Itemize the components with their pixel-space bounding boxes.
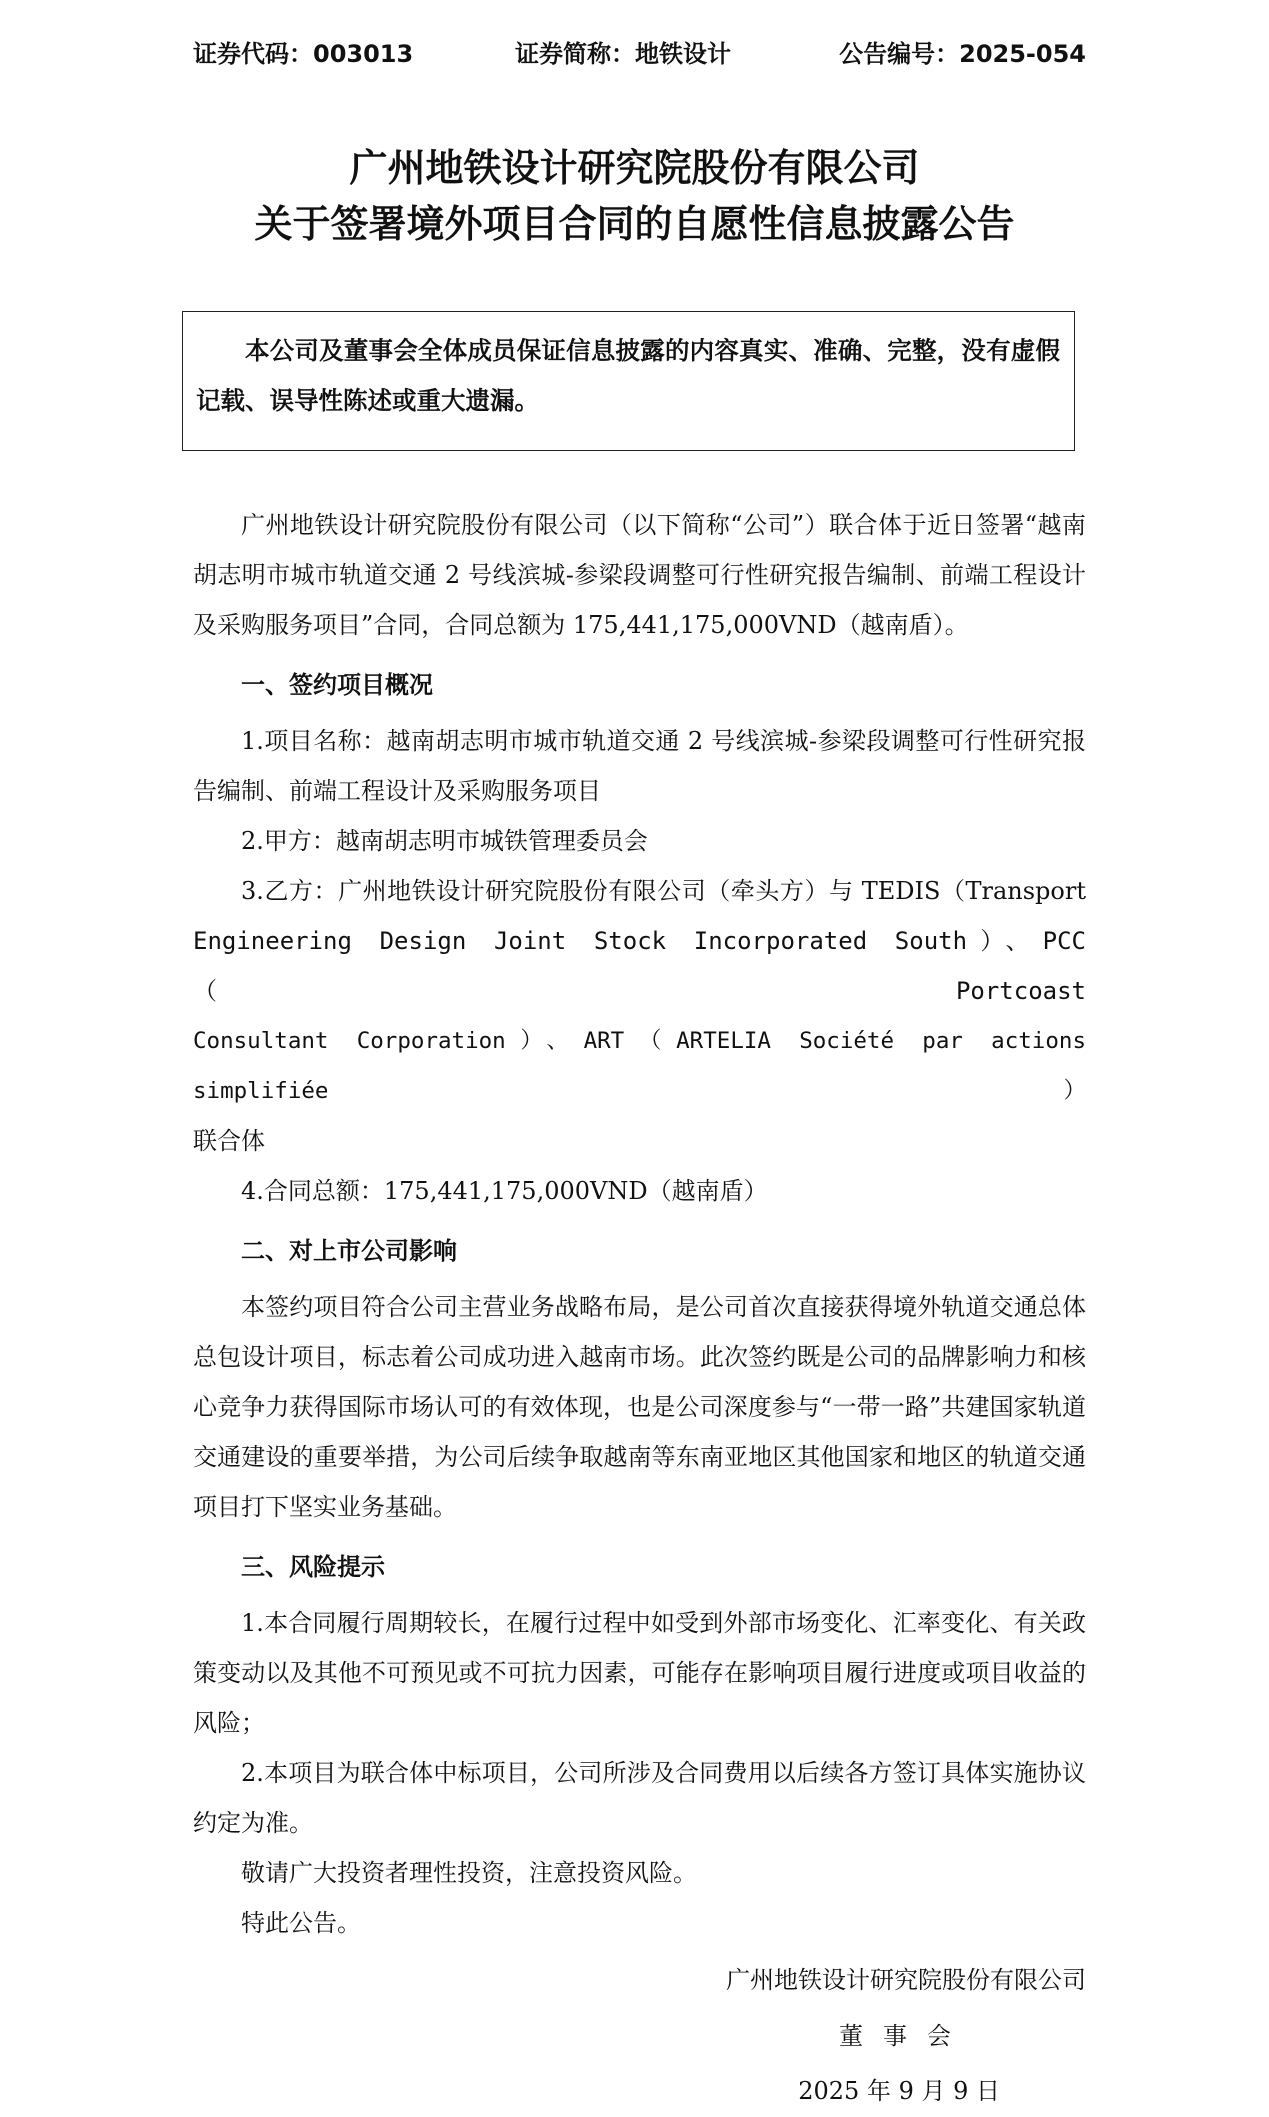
risk-item-1: 1.本合同履行周期较长，在履行过程中如受到外部市场变化、汇率变化、有关政策变动以及其他不可预见或不可抗力因素，可能存在影响项目履行进度或项目收益的风险； — [193, 1609, 1086, 1737]
section-heading-overview: 一、签约项目概况 — [241, 671, 433, 699]
section-heading-impact: 二、对上市公司影响 — [241, 1237, 457, 1265]
intro-paragraph: 广州地铁设计研究院股份有限公司（以下简称“公司”）联合体于近日签署“越南胡志明市城市轨道交通 2 号线滨城-参梁段调整可行性研究报告编制、前端工程设计及采购服务项目”合同，合同总额为 175,441,175,000VND（越南盾）。 — [193, 511, 1086, 639]
investor-reminder: 敬请广大投资者理性投资，注意投资风险。 — [241, 1859, 697, 1887]
announcement-number: 公告编号：2025-054 — [839, 40, 1086, 68]
overview-contract-amount: 4.合同总额：175,441,175,000VND（越南盾） — [241, 1177, 768, 1205]
risk-item-2: 2.本项目为联合体中标项目，公司所涉及合同费用以后续各方签订具体实施协议约定为准。 — [193, 1759, 1086, 1837]
signature-company: 广州地铁设计研究院股份有限公司 — [726, 1966, 1086, 1994]
overview-party-a: 2.甲方：越南胡志明市城铁管理委员会 — [241, 827, 648, 855]
document-header — [193, 34, 1086, 74]
board-guarantee-notice: 本公司及董事会全体成员保证信息披露的内容真实、准确、完整，没有虚假记载、误导性陈述或重大遗漏。 — [182, 311, 1075, 451]
overview-party-b-line4: 联合体 — [193, 1127, 265, 1155]
title-company: 广州地铁设计研究院股份有限公司 — [349, 146, 920, 190]
overview-party-b-line1: 3.乙方：广州地铁设计研究院股份有限公司（牵头方）与 TEDIS（Transport — [241, 877, 1086, 905]
signature-board: 董事会 — [839, 2022, 971, 2050]
overview-project-name: 1.项目名称：越南胡志明市城市轨道交通 2 号线滨城-参梁段调整可行性研究报告编制、前端工程设计及采购服务项目 — [193, 727, 1086, 805]
announcement-body — [193, 500, 1086, 1948]
overview-party-b-line2: Engineering Design Joint Stock Incorporated South）、PCC（Portcoast — [193, 927, 1086, 1005]
signature-date: 2025 年 9 月 9 日 — [798, 2077, 1000, 2105]
impact-paragraph: 本签约项目符合公司主营业务战略布局，是公司首次直接获得境外轨道交通总体总包设计项目，标志着公司成功进入越南市场。此次签约既是公司的品牌影响力和核心竞争力获得国际市场认可的有效体现，也是公司深度参与“一带一路”共建国家轨道交通建设的重要举措，为公司后续争取越南等东南亚地区其他国家和地区的轨道交通项目打下坚实业务基础。 — [193, 1293, 1086, 1521]
overview-party-b-line3: Consultant Corporation）、ART（ARTELIA Société par actions simplifiée） — [193, 1028, 1086, 1104]
closing-statement: 特此公告。 — [241, 1909, 361, 1937]
section-heading-risk: 三、风险提示 — [241, 1553, 385, 1581]
security-abbreviation: 证券简称：地铁设计 — [515, 40, 731, 68]
security-code: 证券代码：003013 — [193, 40, 414, 68]
title-subject: 关于签署境外项目合同的自愿性信息披露公告 — [254, 202, 1015, 246]
